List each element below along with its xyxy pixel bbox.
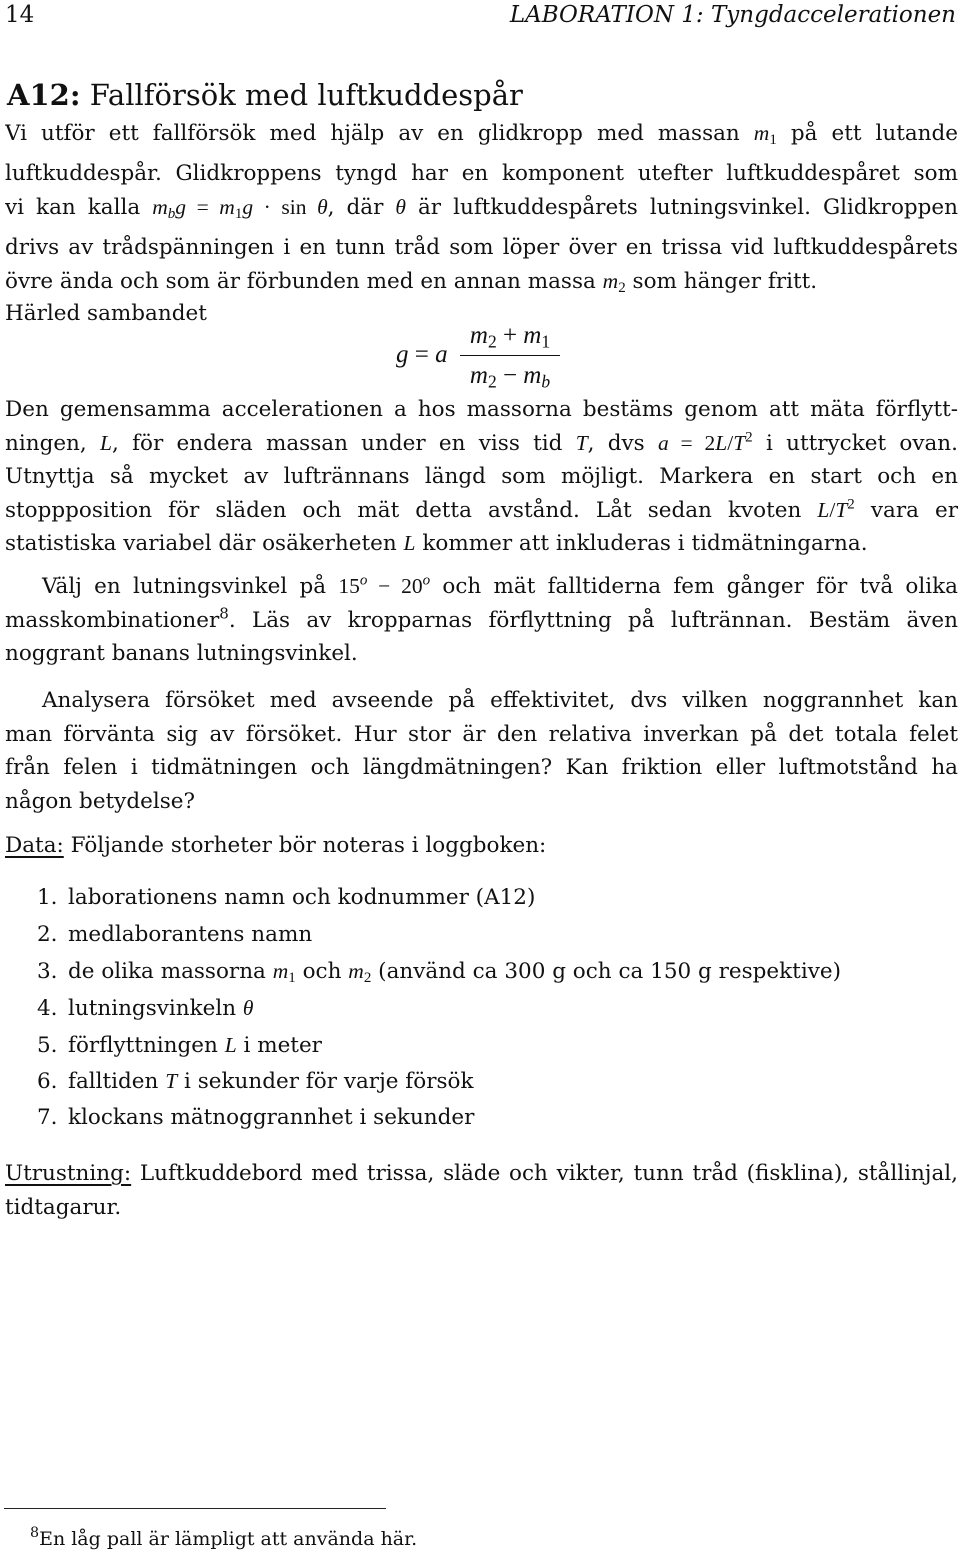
formula-denominator: $m_2 - m_b$ — [469, 362, 551, 392]
paragraph-line: från felen i tidmätningen och längdmätningen? Kan friktion eller luftmotstånd ha — [5, 755, 958, 780]
footnote-divider — [4, 1508, 386, 1509]
list-item: 6. falltiden T i sekunder för varje försök — [37, 1069, 474, 1095]
paragraph-line: Välj en lutningsvinkel på $15^o - 20^o$ och mät falltiderna fem gånger för två olika — [42, 572, 958, 599]
paragraph-line: vi kan kalla $m_bg = m_1g \cdot \sin \theta$, där θ är luftkuddespårets lutningsvinkel. Glidkroppen — [5, 194, 958, 222]
page-number: 14 — [5, 2, 35, 28]
paragraph-line: Utnyttja så mycket av luftrännans längd som möjligt. Markera en start och en — [5, 464, 958, 489]
paragraph-line: Den gemensamma accelerationen a hos massorna bestäms genom att mäta förflytt- — [5, 397, 958, 422]
data-label: Data: — [5, 833, 64, 858]
paragraph-line: noggrant banans lutningsvinkel. — [5, 641, 358, 666]
data-intro: Följande storheter bör noteras i loggboken: — [63, 833, 547, 858]
formula-lhs: g = a — [396, 341, 448, 368]
list-item: 4. lutningsvinkeln θ — [37, 996, 254, 1022]
paragraph-line: statistiska variabel där osäkerheten L kommer att inkluderas i tidmätningarna. — [5, 531, 868, 556]
paragraph-line: stoppposition för släden och mät detta avstånd. Låt sedan kvoten $L/T^2$ vara er — [5, 496, 958, 523]
section-number: A12: — [7, 78, 81, 112]
angle-paragraph — [5, 570, 958, 671]
footnote-mark: 8 — [30, 1525, 40, 1542]
data-list — [37, 882, 841, 1139]
paragraph-line: drivs av trådspänningen i en tunn tråd som löper över en trissa vid luftkuddespårets — [5, 235, 958, 260]
page-header — [5, 2, 956, 32]
data-heading — [5, 829, 958, 863]
footnote — [30, 1525, 418, 1550]
paragraph-line: Utrustning: Luftkuddebord med trissa, släde och vikter, tunn tråd (fisklina), stållinjal, — [5, 1161, 958, 1186]
list-item: 5. förflyttningen L i meter — [37, 1032, 322, 1058]
paragraph-line: tidtagarur. — [5, 1194, 122, 1220]
list-item: 7. klockans mätnoggrannhet i sekunder — [37, 1105, 475, 1131]
running-title: LABORATION 1: Tyngdaccelerationen — [509, 2, 956, 28]
intro-paragraph — [5, 117, 958, 305]
equipment-paragraph — [5, 1157, 958, 1224]
equipment-label: Utrustning: — [5, 1161, 132, 1186]
section-heading — [7, 78, 523, 112]
formula-numerator: $m_2 + m_1$ — [460, 320, 560, 356]
section-title: Fallförsök med luftkuddespår — [89, 78, 523, 112]
list-item: 1. laborationens namn och kodnummer (A12) — [37, 885, 536, 910]
paragraph-line: ningen, L, för endera massan under en viss tid T, dvs $a = 2L/T^2$ i uttrycket ovan. — [5, 429, 958, 456]
paragraph-line: någon betydelse? — [5, 788, 195, 814]
acceleration-paragraph — [5, 393, 958, 561]
paragraph-line: luftkuddespår. Glidkroppens tyngd har en komponent utefter luftkuddespåret som — [5, 161, 958, 187]
footnote-reference: 8 — [219, 604, 229, 623]
paragraph-line: övre ända och som är förbunden med en annan massa $m_2$ som hänger fritt. — [5, 268, 818, 296]
paragraph-line: masskombinationer$^8$. Läs av kropparnas förflyttning på luftrännan. Bestäm även — [5, 604, 958, 633]
formula-fraction — [460, 320, 560, 393]
list-item: 2. medlaborantens namn — [37, 921, 313, 947]
derive-prompt: Härled sambandet — [5, 301, 207, 326]
paragraph-line: Analysera försöket med avseende på effektivitet, dvs vilken noggrannhet kan — [42, 688, 958, 713]
paragraph-line: man förvänta sig av försöket. Hur stor är den relativa inverkan på det totala felet — [5, 721, 958, 747]
list-item: 3. de olika massorna $m_1$ och $m_2$ (använd ca 300 g och ca 150 g respektive) — [37, 959, 841, 987]
paragraph-line: Vi utför ett fallförsök med hjälp av en glidkropp med massan $m_1$ på ett lutande — [5, 121, 958, 148]
analysis-paragraph — [5, 684, 958, 818]
footnote-text: En låg pall är lämpligt att använda här. — [39, 1528, 418, 1550]
